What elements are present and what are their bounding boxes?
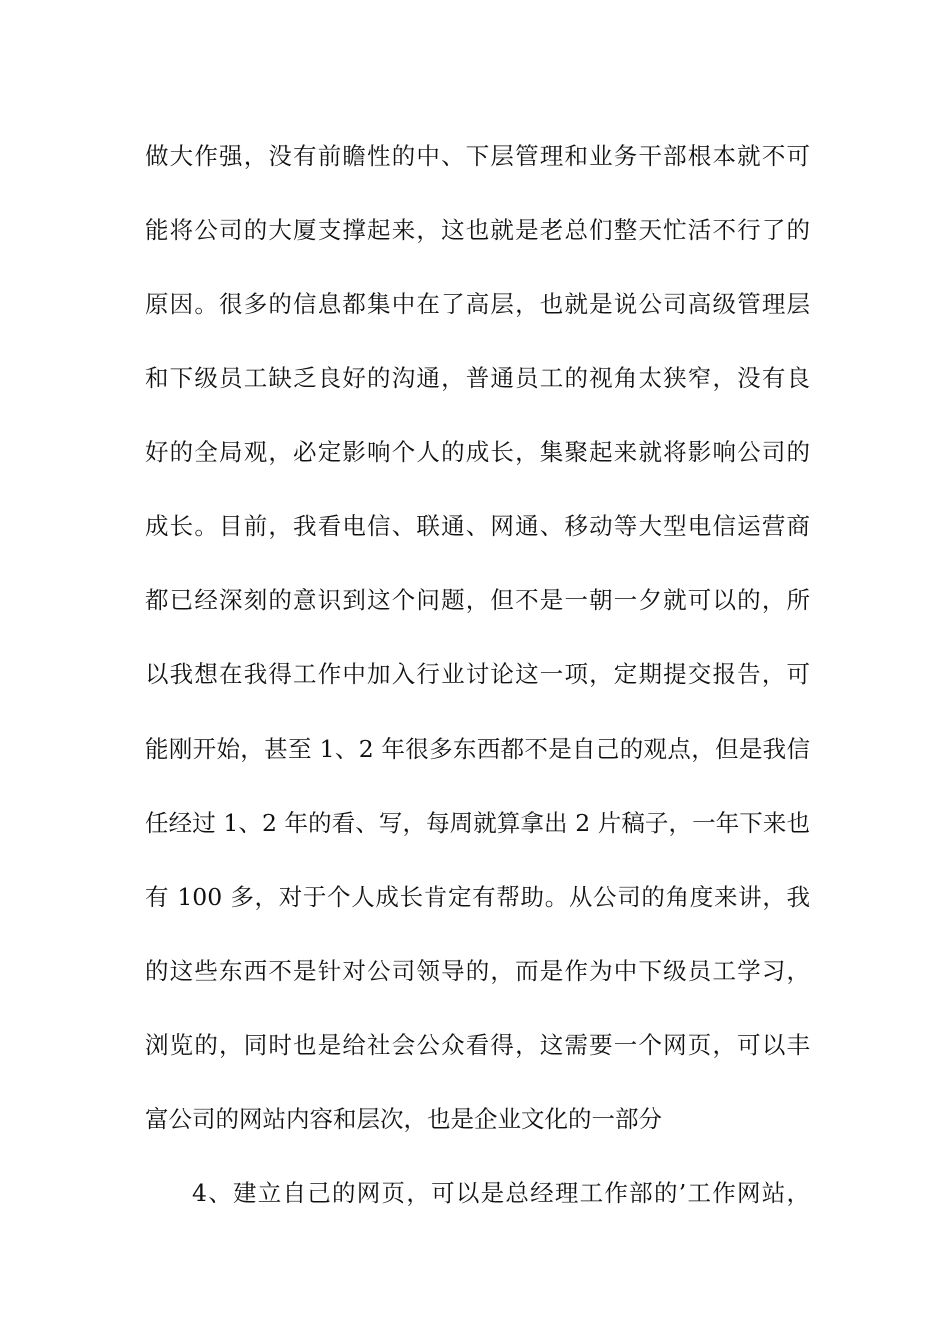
paragraph-line: 能刚开始，甚至 1、2 年很多东西都不是自己的观点，但是我信 bbox=[145, 735, 810, 763]
paragraph-line: 有 100 多，对于个人成长肯定有帮助。从公司的角度来讲，我 bbox=[145, 883, 810, 911]
paragraph-line: 的这些东西不是针对公司领导的，而是作为中下级员工学习， bbox=[145, 957, 810, 985]
paragraph-line: 原因。很多的信息都集中在了高层，也就是说公司高级管理层 bbox=[145, 290, 810, 318]
paragraph-line: 和下级员工缺乏良好的沟通，普通员工的视角太狭窄，没有良 bbox=[145, 364, 810, 392]
paragraph-line: 以我想在我得工作中加入行业讨论这一项，定期提交报告，可 bbox=[145, 660, 810, 688]
paragraph-line: 好的全局观，必定影响个人的成长，集聚起来就将影响公司的 bbox=[145, 438, 810, 466]
list-item-heading: 4、建立自己的网页，可以是总经理工作部的’工作网站， bbox=[192, 1179, 810, 1207]
paragraph-last-line: 富公司的网站内容和层次，也是企业文化的一部分 bbox=[145, 1105, 662, 1133]
paragraph-line: 都已经深刻的意识到这个问题，但不是一朝一夕就可以的，所 bbox=[145, 586, 810, 614]
paragraph-line: 能将公司的大厦支撑起来，这也就是老总们整天忙活不行了的 bbox=[145, 216, 810, 244]
paragraph-line: 成长。目前，我看电信、联通、网通、移动等大型电信运营商 bbox=[145, 512, 810, 540]
paragraph-line: 浏览的，同时也是给社会公众看得，这需要一个网页，可以丰 bbox=[145, 1031, 810, 1059]
paragraph-line: 任经过 1、2 年的看、写，每周就算拿出 2 片稿子，一年下来也 bbox=[145, 809, 810, 837]
paragraph-line: 做大作强，没有前瞻性的中、下层管理和业务干部根本就不可 bbox=[145, 142, 810, 170]
